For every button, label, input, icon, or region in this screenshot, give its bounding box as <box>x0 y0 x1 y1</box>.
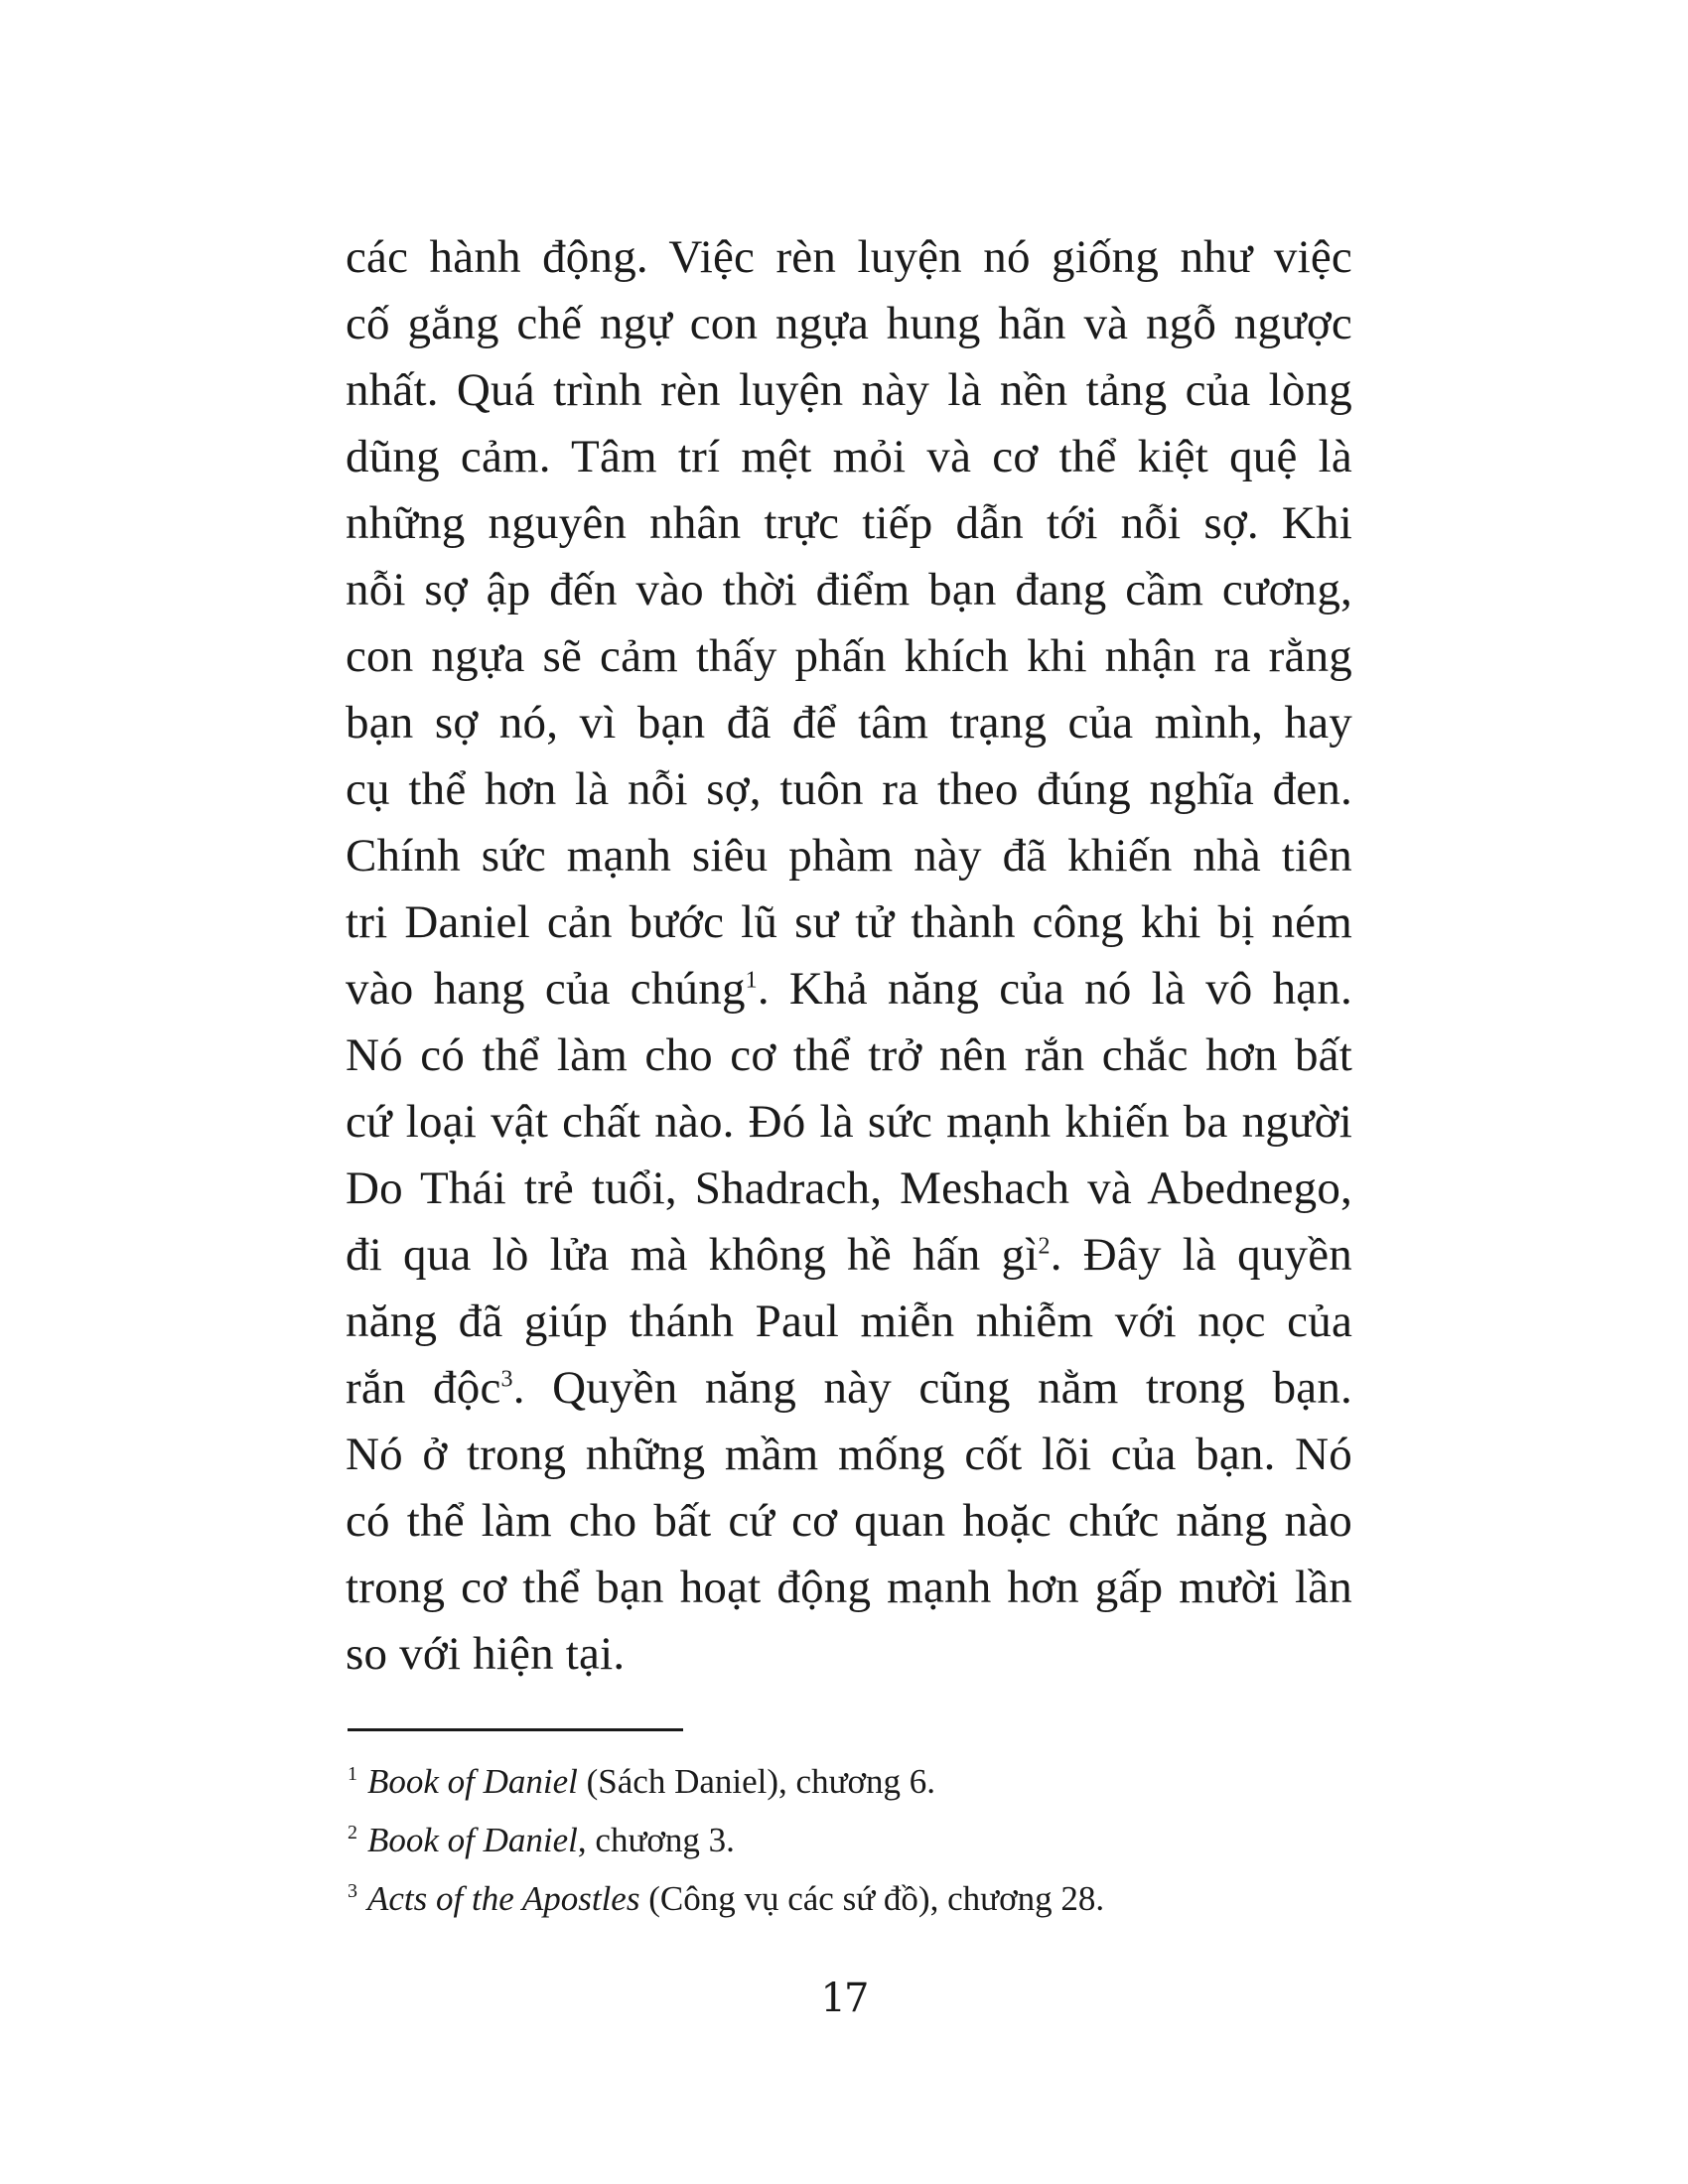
text-line: nỗi sợ ập đến vào thời điểm bạn đang cầm cương, <box>346 564 1352 615</box>
text-line: con ngựa sẽ cảm thấy phấn khích khi nhận ra rằng <box>346 630 1352 682</box>
footnote-text: (Sách Daniel), chương 6. <box>577 1762 936 1801</box>
text-segment: . Quyền năng này cũng nằm trong bạn. <box>512 1362 1352 1414</box>
text-segment: vào hang của chúng <box>346 963 746 1015</box>
footnotes-section <box>348 1752 1350 1928</box>
text-line: Chính sức mạnh siêu phàm này đã khiến nhà tiên <box>346 830 1352 882</box>
footnote-title: Book of Daniel <box>367 1821 578 1859</box>
main-paragraph <box>346 224 1352 1688</box>
footnote-2 <box>348 1811 1350 1869</box>
text-line-with-footnote-1 <box>346 956 1352 1023</box>
text-line: Nó có thể làm cho cơ thể trở nên rắn chắc hơn bất <box>346 1029 1352 1081</box>
text-line: những nguyên nhân trực tiếp dẫn tới nỗi sợ. Khi <box>346 497 1352 549</box>
footnote-ref-2[interactable]: 2 <box>1038 1233 1051 1260</box>
footnote-title: Acts of the Apostles <box>367 1879 640 1918</box>
text-line-last: so với hiện tại. <box>346 1628 626 1680</box>
footnote-number: 1 <box>348 1763 357 1786</box>
text-line: tri Daniel cản bước lũ sư tử thành công khi bị ném <box>346 896 1352 948</box>
text-line: các hành động. Việc rèn luyện nó giống như việc <box>346 231 1352 283</box>
text-segment: đi qua lò lửa mà không hề hấn gì <box>346 1229 1039 1281</box>
text-line: bạn sợ nó, vì bạn đã để tâm trạng của mình, hay <box>346 697 1352 749</box>
text-segment: . Đây là quyền <box>1050 1229 1352 1281</box>
text-line: nhất. Quá trình rèn luyện này là nền tảng của lòng <box>346 364 1352 416</box>
text-line: cụ thể hơn là nỗi sợ, tuôn ra theo đúng nghĩa đen. <box>346 763 1352 815</box>
text-line: cứ loại vật chất nào. Đó là sức mạnh khiến ba người <box>346 1096 1352 1148</box>
footnote-number: 3 <box>348 1880 357 1903</box>
footnote-1 <box>348 1752 1350 1811</box>
footnote-ref-3[interactable]: 3 <box>500 1366 513 1393</box>
text-segment: . Khả năng của nó là vô hạn. <box>757 963 1353 1015</box>
footnote-text: (Công vụ các sứ đồ), chương 28. <box>639 1879 1105 1918</box>
text-line: năng đã giúp thánh Paul miễn nhiễm với nọc của <box>346 1296 1352 1347</box>
text-line-with-footnote-3 <box>346 1355 1352 1422</box>
text-segment: rắn độc <box>346 1362 501 1414</box>
text-line: trong cơ thể bạn hoạt động mạnh hơn gấp mười lần <box>346 1562 1352 1613</box>
footnote-divider <box>348 1728 683 1731</box>
footnote-title: Book of Daniel <box>367 1762 578 1801</box>
footnote-number: 2 <box>348 1822 357 1844</box>
page-number: 17 <box>820 1976 868 2021</box>
text-line-with-footnote-2 <box>346 1222 1352 1289</box>
footnote-text: , chương 3. <box>577 1821 735 1859</box>
text-line: dũng cảm. Tâm trí mệt mỏi và cơ thể kiệt quệ là <box>346 431 1352 482</box>
text-line: Nó ở trong những mầm mống cốt lõi của bạn. Nó <box>346 1429 1352 1480</box>
text-line: có thể làm cho bất cứ cơ quan hoặc chức năng nào <box>346 1495 1352 1547</box>
text-line: Do Thái trẻ tuổi, Shadrach, Meshach và Abednego, <box>346 1162 1352 1214</box>
footnote-3 <box>348 1869 1350 1928</box>
text-line: cố gắng chế ngự con ngựa hung hãn và ngỗ ngược <box>346 298 1352 349</box>
footnote-ref-1[interactable]: 1 <box>745 967 758 994</box>
